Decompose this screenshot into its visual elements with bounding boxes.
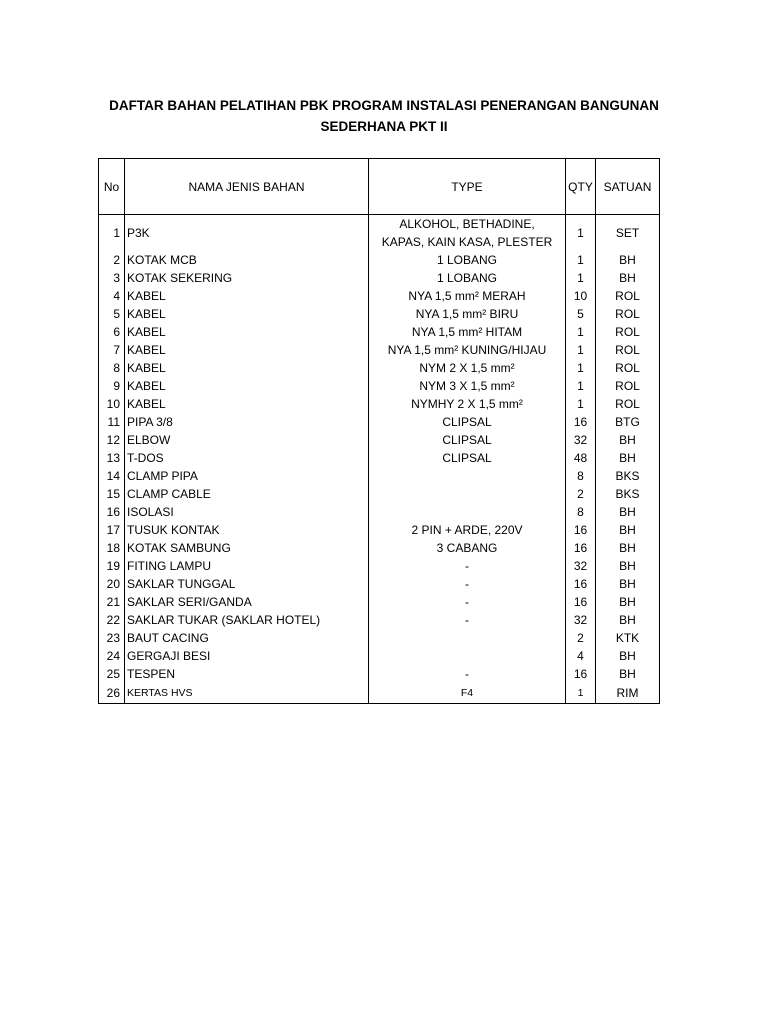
material-qty: 10 <box>566 287 596 305</box>
material-qty: 16 <box>566 593 596 611</box>
material-unit: BKS <box>596 467 660 485</box>
material-unit: ROL <box>596 287 660 305</box>
material-name: ELBOW <box>125 431 369 449</box>
material-unit: BH <box>596 665 660 683</box>
material-type: NYM 3 X 1,5 mm² <box>369 377 566 395</box>
table-row <box>99 647 660 665</box>
material-name: P3K <box>125 215 369 252</box>
material-type <box>369 629 566 647</box>
header-qty: QTY <box>566 159 596 215</box>
material-qty: 2 <box>566 485 596 503</box>
row-number: 18 <box>99 539 125 557</box>
table-row <box>99 593 660 611</box>
material-qty: 1 <box>566 395 596 413</box>
material-name: KABEL <box>125 305 369 323</box>
material-qty: 2 <box>566 629 596 647</box>
material-qty: 1 <box>566 215 596 252</box>
material-qty: 16 <box>566 413 596 431</box>
materials-table <box>98 158 660 704</box>
header-type: TYPE <box>369 159 566 215</box>
material-type <box>369 467 566 485</box>
material-type: F4 <box>369 683 566 704</box>
material-type: CLIPSAL <box>369 413 566 431</box>
row-number: 2 <box>99 251 125 269</box>
material-name: KABEL <box>125 377 369 395</box>
row-number: 13 <box>99 449 125 467</box>
row-number: 3 <box>99 269 125 287</box>
table-row <box>99 359 660 377</box>
material-unit: BH <box>596 251 660 269</box>
material-type: - <box>369 593 566 611</box>
material-type: - <box>369 557 566 575</box>
row-number: 16 <box>99 503 125 521</box>
material-unit: ROL <box>596 395 660 413</box>
material-unit: ROL <box>596 323 660 341</box>
header-name: NAMA JENIS BAHAN <box>125 159 369 215</box>
table-row <box>99 485 660 503</box>
material-unit: BH <box>596 647 660 665</box>
material-name: KOTAK MCB <box>125 251 369 269</box>
row-number: 14 <box>99 467 125 485</box>
material-name: ISOLASI <box>125 503 369 521</box>
material-type: 1 LOBANG <box>369 269 566 287</box>
row-number: 8 <box>99 359 125 377</box>
table-row <box>99 251 660 269</box>
table-row <box>99 539 660 557</box>
table-row <box>99 215 660 252</box>
material-type: CLIPSAL <box>369 449 566 467</box>
material-name: KERTAS HVS <box>125 683 369 704</box>
table-row <box>99 431 660 449</box>
material-name: KABEL <box>125 359 369 377</box>
material-name: SAKLAR TUKAR (SAKLAR HOTEL) <box>125 611 369 629</box>
material-type: ALKOHOL, BETHADINE, KAPAS, KAIN KASA, PLESTER <box>369 215 566 252</box>
material-qty: 1 <box>566 323 596 341</box>
table-row <box>99 503 660 521</box>
table-row <box>99 287 660 305</box>
row-number: 22 <box>99 611 125 629</box>
row-number: 15 <box>99 485 125 503</box>
row-number: 17 <box>99 521 125 539</box>
row-number: 10 <box>99 395 125 413</box>
material-qty: 4 <box>566 647 596 665</box>
material-name: CLAMP CABLE <box>125 485 369 503</box>
material-name: GERGAJI BESI <box>125 647 369 665</box>
document-title <box>60 95 708 137</box>
material-qty: 1 <box>566 269 596 287</box>
material-unit: BH <box>596 521 660 539</box>
material-name: KABEL <box>125 287 369 305</box>
material-name: KABEL <box>125 323 369 341</box>
material-unit: BTG <box>596 413 660 431</box>
material-type: CLIPSAL <box>369 431 566 449</box>
material-qty: 32 <box>566 611 596 629</box>
material-name: T-DOS <box>125 449 369 467</box>
material-type: NYA 1,5 mm² MERAH <box>369 287 566 305</box>
header-unit: SATUAN <box>596 159 660 215</box>
row-number: 19 <box>99 557 125 575</box>
table-body <box>99 215 660 704</box>
material-name: KABEL <box>125 341 369 359</box>
material-unit: RIM <box>596 683 660 704</box>
material-qty: 16 <box>566 539 596 557</box>
material-name: CLAMP PIPA <box>125 467 369 485</box>
material-unit: BH <box>596 557 660 575</box>
material-unit: BH <box>596 611 660 629</box>
material-unit: BH <box>596 269 660 287</box>
material-name: KOTAK SAMBUNG <box>125 539 369 557</box>
material-name: KOTAK SEKERING <box>125 269 369 287</box>
material-unit: KTK <box>596 629 660 647</box>
title-line-1: DAFTAR BAHAN PELATIHAN PBK PROGRAM INSTALASI PENERANGAN BANGUNAN <box>109 98 659 113</box>
table-row <box>99 575 660 593</box>
table-row <box>99 467 660 485</box>
table-header-row <box>99 159 660 215</box>
table-row <box>99 665 660 683</box>
material-qty: 5 <box>566 305 596 323</box>
material-qty: 8 <box>566 467 596 485</box>
material-unit: BH <box>596 575 660 593</box>
material-unit: BH <box>596 539 660 557</box>
material-qty: 16 <box>566 521 596 539</box>
material-unit: BH <box>596 593 660 611</box>
table-row <box>99 269 660 287</box>
table-row <box>99 683 660 704</box>
row-number: 7 <box>99 341 125 359</box>
material-type: NYMHY 2 X 1,5 mm² <box>369 395 566 413</box>
material-unit: ROL <box>596 305 660 323</box>
material-qty: 1 <box>566 341 596 359</box>
row-number: 11 <box>99 413 125 431</box>
table-row <box>99 521 660 539</box>
material-qty: 32 <box>566 557 596 575</box>
row-number: 21 <box>99 593 125 611</box>
table-row <box>99 557 660 575</box>
table-row <box>99 341 660 359</box>
material-qty: 16 <box>566 575 596 593</box>
header-no: No <box>99 159 125 215</box>
material-unit: BH <box>596 449 660 467</box>
row-number: 20 <box>99 575 125 593</box>
material-type: - <box>369 611 566 629</box>
material-type: - <box>369 665 566 683</box>
material-type <box>369 485 566 503</box>
material-type <box>369 503 566 521</box>
title-line-2: SEDERHANA PKT II <box>320 119 448 134</box>
table-row <box>99 449 660 467</box>
table-row <box>99 629 660 647</box>
material-name: TESPEN <box>125 665 369 683</box>
material-name: TUSUK KONTAK <box>125 521 369 539</box>
material-name: KABEL <box>125 395 369 413</box>
material-qty: 1 <box>566 377 596 395</box>
material-type <box>369 647 566 665</box>
table-row <box>99 611 660 629</box>
material-type: 1 LOBANG <box>369 251 566 269</box>
row-number: 24 <box>99 647 125 665</box>
row-number: 6 <box>99 323 125 341</box>
material-qty: 32 <box>566 431 596 449</box>
material-qty: 1 <box>566 359 596 377</box>
row-number: 9 <box>99 377 125 395</box>
material-qty: 1 <box>566 251 596 269</box>
table-row <box>99 323 660 341</box>
material-type: 3 CABANG <box>369 539 566 557</box>
material-unit: BH <box>596 431 660 449</box>
table-row <box>99 305 660 323</box>
material-unit: ROL <box>596 341 660 359</box>
material-unit: SET <box>596 215 660 252</box>
table-row <box>99 395 660 413</box>
table-row <box>99 377 660 395</box>
row-number: 26 <box>99 683 125 704</box>
material-type: - <box>369 575 566 593</box>
material-qty: 8 <box>566 503 596 521</box>
row-number: 5 <box>99 305 125 323</box>
table-row <box>99 413 660 431</box>
material-type: NYA 1,5 mm² BIRU <box>369 305 566 323</box>
material-qty: 16 <box>566 665 596 683</box>
material-unit: BH <box>596 503 660 521</box>
material-name: BAUT CACING <box>125 629 369 647</box>
material-type: NYA 1,5 mm² KUNING/HIJAU <box>369 341 566 359</box>
material-qty: 1 <box>566 683 596 704</box>
material-type: 2 PIN + ARDE, 220V <box>369 521 566 539</box>
row-number: 25 <box>99 665 125 683</box>
row-number: 4 <box>99 287 125 305</box>
material-name: FITING LAMPU <box>125 557 369 575</box>
row-number: 1 <box>99 215 125 252</box>
row-number: 23 <box>99 629 125 647</box>
material-unit: ROL <box>596 359 660 377</box>
material-unit: ROL <box>596 377 660 395</box>
material-type: NYA 1,5 mm² HITAM <box>369 323 566 341</box>
material-unit: BKS <box>596 485 660 503</box>
material-qty: 48 <box>566 449 596 467</box>
material-name: PIPA 3/8 <box>125 413 369 431</box>
row-number: 12 <box>99 431 125 449</box>
material-name: SAKLAR SERI/GANDA <box>125 593 369 611</box>
material-type: NYM 2 X 1,5 mm² <box>369 359 566 377</box>
material-name: SAKLAR TUNGGAL <box>125 575 369 593</box>
